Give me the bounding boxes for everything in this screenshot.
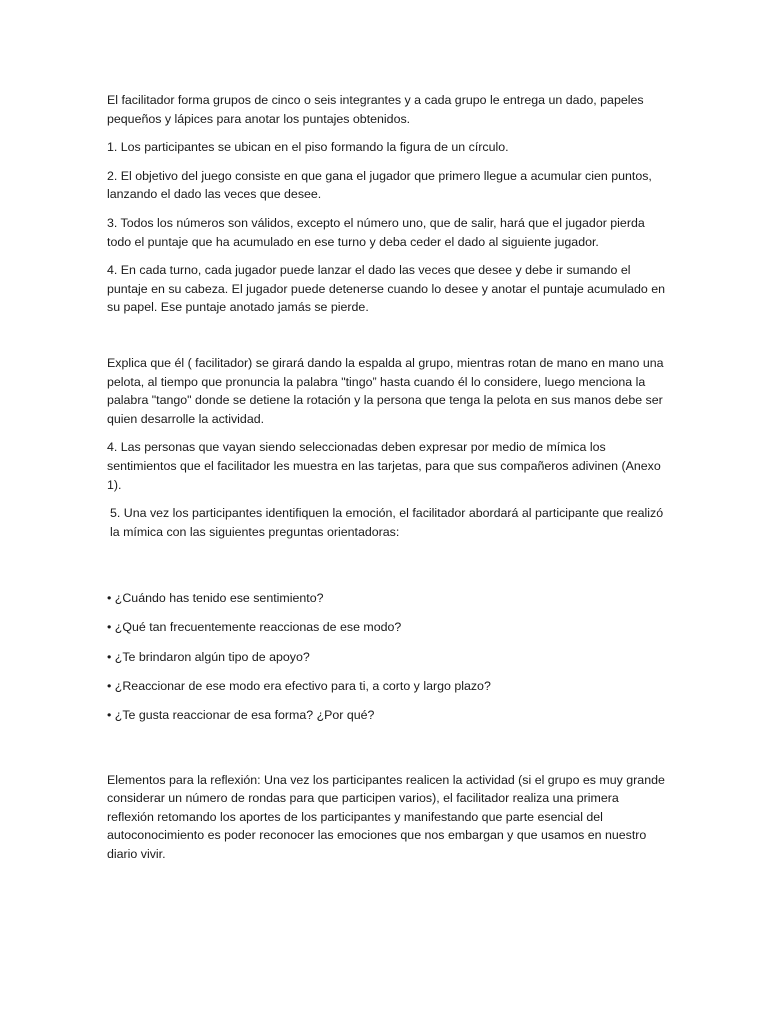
question-3: • ¿Te brindaron algún tipo de apoyo? (107, 649, 310, 664)
rule-2: 2. El objetivo del juego consiste en que gana el jugador que primero llegue a acumular cien puntos, lanzando el dado las veces que desee. (107, 168, 652, 202)
explanation-paragraph: Explica que él ( facilitador) se girará dando la espalda al grupo, mientras rotan de mano en mano una pelota, al tiempo que pronuncia la palabra "tingo” hasta cuando él lo considere, luego menciona la palabra "tango" donde se detiene la rotación y la persona que tenga la pelota en sus manos debe ser quien desarrolle la actividad. (107, 355, 664, 426)
intro-paragraph: El facilitador forma grupos de cinco o seis integrantes y a cada grupo le entrega un dado, papeles pequeños y lápices para anotar los puntajes obtenidos. (107, 93, 644, 126)
rule-1: 1. Los participantes se ubican en el piso formando la figura de un círculo. (107, 140, 509, 155)
question-2: • ¿Qué tan frecuentemente reaccionas de ese modo? (107, 620, 402, 635)
rule-4: 4. En cada turno, cada jugador puede lanzar el dado las veces que desee y debe ir sumando el puntaje en su cabeza. El jugador puede detenerse cuando lo desee y anotar el puntaje acumulado en su papel. Ese puntaje anotado jamás se pierde. (107, 263, 665, 315)
question-4: • ¿Reaccionar de ese modo era efectivo para ti, a corto y largo plazo? (107, 678, 491, 693)
step-5-paragraph: 5. Una vez los participantes identifiquen la emoción, el facilitador abordará al participante que realizó la mímica con las siguientes preguntas orientadoras: (110, 506, 664, 539)
question-1: • ¿Cuándo has tenido ese sentimiento? (107, 591, 324, 606)
rule-3: 3. Todos los números son válidos, excepto el número uno, que de salir, hará que el jugador pierda todo el puntaje que ha acumulado en ese turno y deba ceder el dado al siguiente jugador. (107, 215, 645, 249)
step-4-paragraph: 4. Las personas que vayan siendo seleccionadas deben expresar por medio de mímica los sentimientos que el facilitador les muestra en las tarjetas, para que sus compañeros adivinen (Anexo 1). (107, 440, 661, 492)
document-body (107, 91, 667, 864)
reflection-paragraph: Elementos para la reflexión: Una vez los participantes realicen la actividad (si el grupo es muy grande considerar un número de rondas para que participen varios), el facilitador realiza una primera reflexión retomando los aportes de los participantes y manifestando que parte esencial del autoconocimiento es poder reconocer las emociones que nos embargan y que usamos en nuestro diario vivir. (107, 772, 665, 861)
question-5: • ¿Te gusta reaccionar de esa forma? ¿Por qué? (107, 708, 375, 723)
